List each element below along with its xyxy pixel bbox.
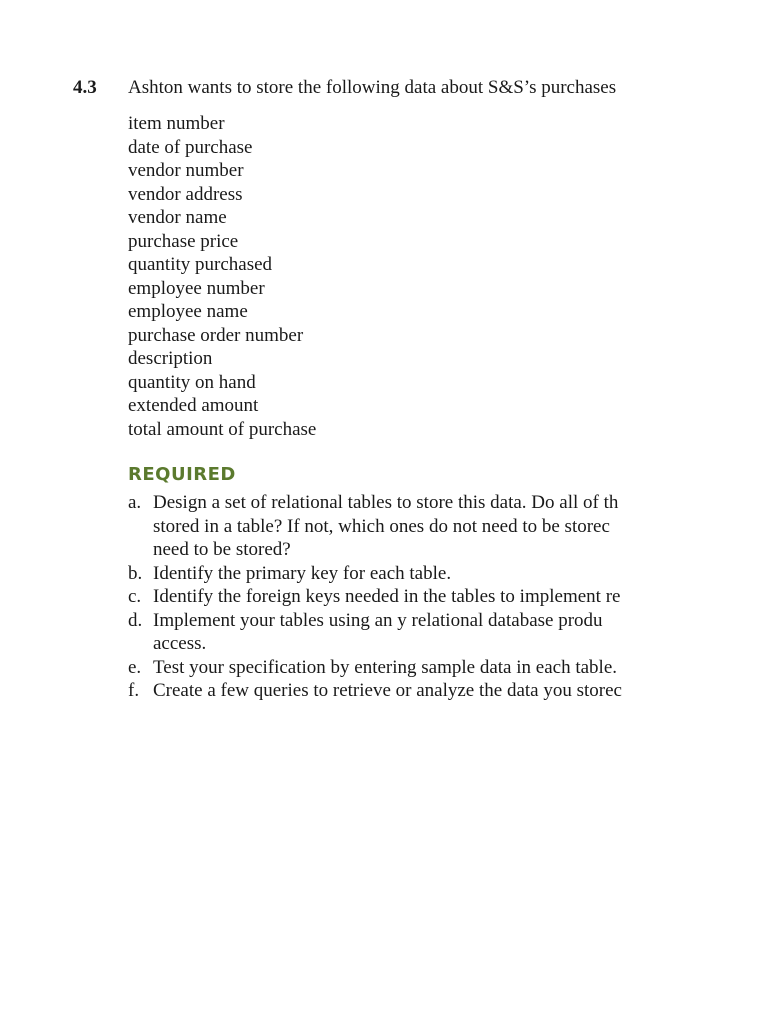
data-item: description <box>128 348 213 369</box>
data-item: employee number <box>128 277 265 299</box>
task-marker: c. <box>128 586 142 607</box>
data-item: quantity on hand <box>128 371 256 393</box>
task-text-line: Identify the foreign keys needed in the tables to implement re <box>153 586 621 607</box>
data-item: vendor address <box>128 183 243 205</box>
task-item-a <box>128 491 668 562</box>
task-marker: a. <box>128 492 142 513</box>
required-task-list <box>128 491 668 703</box>
task-text-line: Design a set of relational tables to store this data. Do all of th <box>153 492 619 513</box>
problem-number: 4.3 <box>73 77 97 98</box>
task-item-c <box>128 585 668 609</box>
task-item-d <box>128 609 668 656</box>
data-item-list <box>128 112 316 441</box>
task-text-line: stored in a table? If not, which ones do not need to be storec <box>153 515 610 537</box>
task-marker: b. <box>128 562 143 584</box>
task-text-line: need to be stored? <box>153 539 291 560</box>
data-item: item number <box>128 113 225 134</box>
task-item-b <box>128 562 668 586</box>
required-heading: REQUIRED <box>128 464 236 485</box>
task-text-line: Implement your tables using an y relational database produ <box>153 609 603 631</box>
task-text-line: access. <box>153 633 207 654</box>
task-item-e <box>128 656 668 680</box>
task-item-f <box>128 679 668 703</box>
task-marker: d. <box>128 609 143 631</box>
task-marker: f. <box>128 680 140 701</box>
problem-intro: Ashton wants to store the following data about S&S’s purchases <box>128 77 617 98</box>
data-item: total amount of purchase <box>128 418 317 440</box>
data-item: quantity purchased <box>128 254 273 275</box>
data-item: purchase order number <box>128 324 304 346</box>
task-marker: e. <box>128 656 142 678</box>
data-item: vendor name <box>128 207 227 228</box>
task-text-line: Create a few queries to retrieve or analyze the data you storec <box>153 680 622 701</box>
data-item: vendor number <box>128 160 244 181</box>
data-item: date of purchase <box>128 136 253 158</box>
data-item: employee name <box>128 301 248 322</box>
data-item: purchase price <box>128 230 239 252</box>
task-text-line: Identify the primary key for each table. <box>153 562 452 584</box>
data-item: extended amount <box>128 395 259 416</box>
task-text-line: Test your specification by entering sample data in each table. <box>153 656 617 678</box>
